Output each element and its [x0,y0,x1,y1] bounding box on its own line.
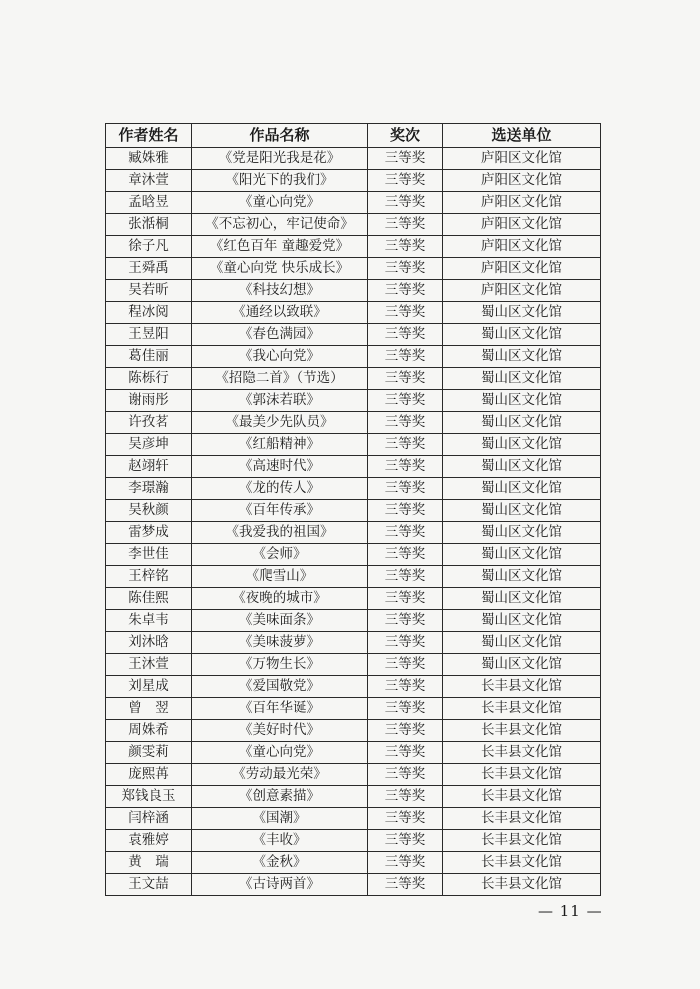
submitting-unit-cell: 长丰县文化馆 [443,764,601,786]
table-row [106,280,601,302]
table-row [106,500,601,522]
author-name-cell: 周姝希 [106,720,192,742]
submitting-unit-cell: 庐阳区文化馆 [443,280,601,302]
award-level-cell: 三等奖 [368,258,443,280]
header-submitting-unit: 选送单位 [443,124,601,148]
header-work-title: 作品名称 [192,124,368,148]
work-title-cell: 《国潮》 [192,808,368,830]
header-author-name: 作者姓名 [106,124,192,148]
submitting-unit-cell: 庐阳区文化馆 [443,236,601,258]
table-row [106,808,601,830]
table-row [106,874,601,896]
award-level-cell: 三等奖 [368,874,443,896]
award-level-cell: 三等奖 [368,786,443,808]
submitting-unit-cell: 蜀山区文化馆 [443,544,601,566]
award-level-cell: 三等奖 [368,368,443,390]
author-name-cell: 吴若昕 [106,280,192,302]
award-level-cell: 三等奖 [368,148,443,170]
award-level-cell: 三等奖 [368,544,443,566]
work-title-cell: 《童心向党 快乐成长》 [192,258,368,280]
author-name-cell: 孟晗昱 [106,192,192,214]
table-row [106,368,601,390]
work-title-cell: 《古诗两首》 [192,874,368,896]
author-name-cell: 袁雅婷 [106,830,192,852]
work-title-cell: 《童心向党》 [192,742,368,764]
table-row [106,720,601,742]
author-name-cell: 张湉桐 [106,214,192,236]
work-title-cell: 《不忘初心，牢记使命》 [192,214,368,236]
work-title-cell: 《科技幻想》 [192,280,368,302]
work-title-cell: 《百年传承》 [192,500,368,522]
submitting-unit-cell: 长丰县文化馆 [443,874,601,896]
work-title-cell: 《美味面条》 [192,610,368,632]
submitting-unit-cell: 蜀山区文化馆 [443,302,601,324]
submitting-unit-cell: 蜀山区文化馆 [443,390,601,412]
award-level-cell: 三等奖 [368,412,443,434]
submitting-unit-cell: 长丰县文化馆 [443,676,601,698]
work-title-cell: 《劳动最光荣》 [192,764,368,786]
submitting-unit-cell: 蜀山区文化馆 [443,478,601,500]
table-row [106,346,601,368]
award-level-cell: 三等奖 [368,346,443,368]
work-title-cell: 《春色满园》 [192,324,368,346]
work-title-cell: 《通经以致联》 [192,302,368,324]
table-row [106,258,601,280]
award-level-cell: 三等奖 [368,522,443,544]
work-title-cell: 《最美少先队员》 [192,412,368,434]
work-title-cell: 《阳光下的我们》 [192,170,368,192]
author-name-cell: 庞熙苒 [106,764,192,786]
work-title-cell: 《爬雪山》 [192,566,368,588]
work-title-cell: 《党是阳光我是花》 [192,148,368,170]
submitting-unit-cell: 庐阳区文化馆 [443,258,601,280]
award-level-cell: 三等奖 [368,236,443,258]
award-level-cell: 三等奖 [368,654,443,676]
work-title-cell: 《美味菠萝》 [192,632,368,654]
award-level-cell: 三等奖 [368,720,443,742]
submitting-unit-cell: 蜀山区文化馆 [443,654,601,676]
work-title-cell: 《百年华诞》 [192,698,368,720]
table-row [106,148,601,170]
author-name-cell: 赵翊轩 [106,456,192,478]
award-level-cell: 三等奖 [368,764,443,786]
header-award-level: 奖次 [368,124,443,148]
table-row [106,830,601,852]
author-name-cell: 曾 翌 [106,698,192,720]
submitting-unit-cell: 蜀山区文化馆 [443,610,601,632]
work-title-cell: 《招隐二首》（节选） [192,368,368,390]
page-number: — 11 — [538,902,603,920]
submitting-unit-cell: 蜀山区文化馆 [443,566,601,588]
table-row [106,698,601,720]
author-name-cell: 雷梦成 [106,522,192,544]
submitting-unit-cell: 蜀山区文化馆 [443,522,601,544]
award-level-cell: 三等奖 [368,324,443,346]
submitting-unit-cell: 庐阳区文化馆 [443,214,601,236]
award-level-cell: 三等奖 [368,632,443,654]
award-level-cell: 三等奖 [368,852,443,874]
submitting-unit-cell: 蜀山区文化馆 [443,456,601,478]
award-level-cell: 三等奖 [368,214,443,236]
author-name-cell: 郑钱良玉 [106,786,192,808]
award-level-cell: 三等奖 [368,698,443,720]
work-title-cell: 《红色百年 童趣爱党》 [192,236,368,258]
author-name-cell: 王文喆 [106,874,192,896]
submitting-unit-cell: 庐阳区文化馆 [443,148,601,170]
award-level-cell: 三等奖 [368,500,443,522]
submitting-unit-cell: 庐阳区文化馆 [443,170,601,192]
table-body [106,148,601,896]
author-name-cell: 程冰阅 [106,302,192,324]
author-name-cell: 臧姝雅 [106,148,192,170]
author-name-cell: 谢雨彤 [106,390,192,412]
author-name-cell: 李璟瀚 [106,478,192,500]
table-row [106,588,601,610]
table-row [106,654,601,676]
table-row [106,610,601,632]
award-level-cell: 三等奖 [368,830,443,852]
table-row [106,434,601,456]
work-title-cell: 《美好时代》 [192,720,368,742]
submitting-unit-cell: 蜀山区文化馆 [443,412,601,434]
table-row [106,412,601,434]
award-level-cell: 三等奖 [368,302,443,324]
table-row [106,214,601,236]
award-level-cell: 三等奖 [368,566,443,588]
table-row [106,478,601,500]
author-name-cell: 刘沐晗 [106,632,192,654]
submitting-unit-cell: 长丰县文化馆 [443,742,601,764]
submitting-unit-cell: 蜀山区文化馆 [443,588,601,610]
submitting-unit-cell: 长丰县文化馆 [443,808,601,830]
table-row [106,170,601,192]
work-title-cell: 《夜晚的城市》 [192,588,368,610]
work-title-cell: 《金秋》 [192,852,368,874]
work-title-cell: 《万物生长》 [192,654,368,676]
award-level-cell: 三等奖 [368,610,443,632]
table-row [106,302,601,324]
award-level-cell: 三等奖 [368,170,443,192]
work-title-cell: 《童心向党》 [192,192,368,214]
author-name-cell: 李世佳 [106,544,192,566]
author-name-cell: 王昱阳 [106,324,192,346]
submitting-unit-cell: 蜀山区文化馆 [443,434,601,456]
author-name-cell: 徐子凡 [106,236,192,258]
submitting-unit-cell: 长丰县文化馆 [443,852,601,874]
award-level-cell: 三等奖 [368,808,443,830]
author-name-cell: 颜雯莉 [106,742,192,764]
table-row [106,236,601,258]
work-title-cell: 《红船精神》 [192,434,368,456]
submitting-unit-cell: 蜀山区文化馆 [443,368,601,390]
submitting-unit-cell: 蜀山区文化馆 [443,324,601,346]
work-title-cell: 《创意素描》 [192,786,368,808]
award-level-cell: 三等奖 [368,742,443,764]
award-level-cell: 三等奖 [368,390,443,412]
table-row [106,456,601,478]
author-name-cell: 黄 瑞 [106,852,192,874]
work-title-cell: 《丰收》 [192,830,368,852]
work-title-cell: 《我爱我的祖国》 [192,522,368,544]
award-level-cell: 三等奖 [368,434,443,456]
submitting-unit-cell: 长丰县文化馆 [443,830,601,852]
awards-table [105,123,601,896]
author-name-cell: 吴秋颜 [106,500,192,522]
work-title-cell: 《高速时代》 [192,456,368,478]
table-row [106,192,601,214]
submitting-unit-cell: 长丰县文化馆 [443,698,601,720]
table-row [106,390,601,412]
table-header-row [106,124,601,148]
work-title-cell: 《龙的传人》 [192,478,368,500]
author-name-cell: 王舜禹 [106,258,192,280]
table-row [106,566,601,588]
table-row [106,522,601,544]
author-name-cell: 陈栎行 [106,368,192,390]
table-row [106,852,601,874]
table-row [106,786,601,808]
submitting-unit-cell: 庐阳区文化馆 [443,192,601,214]
submitting-unit-cell: 蜀山区文化馆 [443,346,601,368]
work-title-cell: 《我心向党》 [192,346,368,368]
author-name-cell: 刘星成 [106,676,192,698]
table-row [106,676,601,698]
award-level-cell: 三等奖 [368,478,443,500]
work-title-cell: 《会师》 [192,544,368,566]
award-level-cell: 三等奖 [368,192,443,214]
award-level-cell: 三等奖 [368,456,443,478]
author-name-cell: 闫梓涵 [106,808,192,830]
table-row [106,742,601,764]
award-level-cell: 三等奖 [368,280,443,302]
award-level-cell: 三等奖 [368,676,443,698]
submitting-unit-cell: 长丰县文化馆 [443,786,601,808]
submitting-unit-cell: 长丰县文化馆 [443,720,601,742]
work-title-cell: 《郭沫若联》 [192,390,368,412]
author-name-cell: 章沐萱 [106,170,192,192]
author-name-cell: 葛佳丽 [106,346,192,368]
submitting-unit-cell: 蜀山区文化馆 [443,632,601,654]
submitting-unit-cell: 蜀山区文化馆 [443,500,601,522]
author-name-cell: 王沐萱 [106,654,192,676]
author-name-cell: 朱卓韦 [106,610,192,632]
table-row [106,764,601,786]
table-row [106,632,601,654]
award-level-cell: 三等奖 [368,588,443,610]
table-row [106,324,601,346]
author-name-cell: 陈佳熙 [106,588,192,610]
author-name-cell: 许孜茗 [106,412,192,434]
table-row [106,544,601,566]
author-name-cell: 王梓铭 [106,566,192,588]
author-name-cell: 吴彦坤 [106,434,192,456]
work-title-cell: 《爱国敬党》 [192,676,368,698]
